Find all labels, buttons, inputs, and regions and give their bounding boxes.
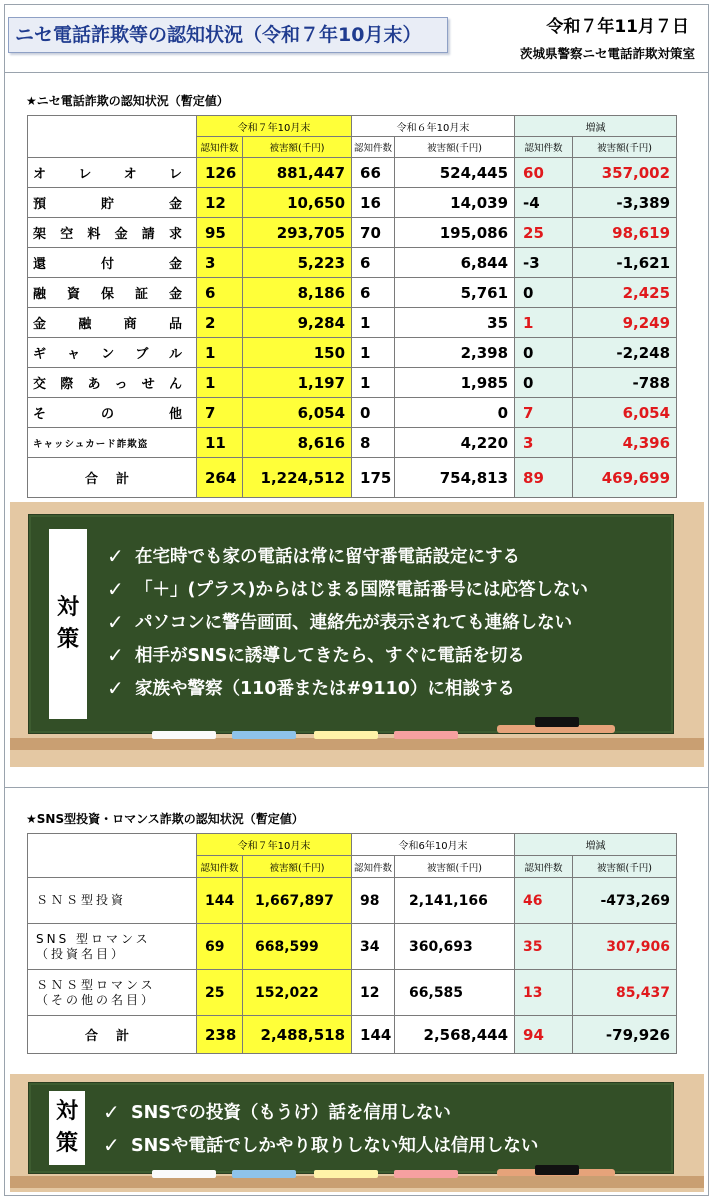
count-change: -4 [515, 188, 573, 218]
table-group-header-row [28, 116, 677, 137]
amount-2025: 10,650 [243, 188, 352, 218]
check-icon: ✓ [107, 642, 124, 667]
check-icon: ✓ [103, 1099, 120, 1124]
count-change: 25 [515, 218, 573, 248]
check-icon: ✓ [107, 543, 124, 568]
amount-2024: 4,220 [395, 428, 515, 458]
row-label: 還付金 [28, 248, 197, 278]
amount-2024: 6,844 [395, 248, 515, 278]
row-label: 融資保証金 [28, 278, 197, 308]
amount-2024: 2,568,444 [395, 1016, 515, 1054]
count-change: 0 [515, 338, 573, 368]
heading-char: 対 [55, 1099, 78, 1125]
count-2024: 1 [352, 338, 395, 368]
count-2025: 25 [197, 970, 243, 1016]
chalk-ledge [10, 738, 704, 750]
count-change: 0 [515, 278, 573, 308]
amount-2025: 152,022 [243, 970, 352, 1016]
section2-table [27, 833, 677, 1054]
amount-2025: 8,616 [243, 428, 352, 458]
white-chalk-icon [152, 1170, 216, 1178]
chalkboard-surface [28, 514, 674, 734]
count-change: 1 [515, 308, 573, 338]
amount-2024: 754,813 [395, 458, 515, 498]
count-2024: 66 [352, 158, 395, 188]
countermeasure-item [107, 539, 588, 572]
row-label: ギャンブル [28, 338, 197, 368]
blue-chalk-icon [232, 1170, 296, 1178]
count-2024: 6 [352, 278, 395, 308]
report-date: 令和７年11月７日 [546, 17, 689, 37]
table-row [28, 878, 677, 924]
amount-2024: 195,086 [395, 218, 515, 248]
count-change: 94 [515, 1016, 573, 1054]
count-2024: 16 [352, 188, 395, 218]
countermeasure-label [49, 529, 87, 719]
countermeasure-list [103, 1095, 538, 1161]
subheader: 認知件数 [352, 856, 395, 878]
amount-change: 85,437 [573, 970, 677, 1016]
amount-2025: 9,284 [243, 308, 352, 338]
blue-chalk-icon [232, 731, 296, 739]
amount-2025: 8,186 [243, 278, 352, 308]
amount-2024: 0 [395, 398, 515, 428]
countermeasure-item [107, 605, 588, 638]
check-icon: ✓ [107, 576, 124, 601]
row-label [28, 878, 197, 924]
count-2024: 0 [352, 398, 395, 428]
check-icon: ✓ [107, 609, 124, 634]
countermeasure-text: 相手がSNSに誘導してきたら、すぐに電話を切る [135, 646, 525, 666]
header-blank [28, 137, 197, 158]
count-2025: 11 [197, 428, 243, 458]
table-row [28, 218, 677, 248]
eraser-handle [535, 1165, 579, 1175]
amount-2024: 1,985 [395, 368, 515, 398]
subheader: 認知件数 [515, 137, 573, 158]
amount-change: 307,906 [573, 924, 677, 970]
amount-change: -3,389 [573, 188, 677, 218]
count-change: 3 [515, 428, 573, 458]
amount-2025: 1,667,897 [243, 878, 352, 924]
amount-2025: 6,054 [243, 398, 352, 428]
row-label-line1: SNS 型ロマンス [36, 931, 151, 946]
blackboard-1 [10, 502, 704, 767]
table-subheader-row [28, 137, 677, 158]
row-label: キャッシュカード詐欺盗 [28, 428, 197, 458]
countermeasure-list [107, 539, 588, 704]
amount-change: -788 [573, 368, 677, 398]
amount-change: 2,425 [573, 278, 677, 308]
table-row [28, 924, 677, 970]
table-group-header-row [28, 834, 677, 856]
amount-change: 357,002 [573, 158, 677, 188]
count-change: 13 [515, 970, 573, 1016]
subheader: 被害額(千円) [395, 137, 515, 158]
amount-2024: 524,445 [395, 158, 515, 188]
subheader: 被害額(千円) [243, 856, 352, 878]
amount-2025: 668,599 [243, 924, 352, 970]
countermeasure-text: SNSでの投資（もうけ）話を信用しない [131, 1103, 451, 1123]
group-header-change: 増減 [515, 834, 677, 856]
amount-2025: 150 [243, 338, 352, 368]
table-row [28, 428, 677, 458]
row-label-line1: ＳＮＳ型ロマンス [36, 977, 156, 992]
table-row [28, 338, 677, 368]
amount-2025: 5,223 [243, 248, 352, 278]
count-2025: 1 [197, 368, 243, 398]
subheader: 被害額(千円) [573, 856, 677, 878]
subheader: 被害額(千円) [573, 137, 677, 158]
row-label: 合計 [28, 458, 197, 498]
eraser-handle [535, 717, 579, 727]
countermeasure-text: 在宅時でも家の電話は常に留守番電話設定にする [135, 547, 520, 567]
amount-2024: 5,761 [395, 278, 515, 308]
count-change: 46 [515, 878, 573, 924]
row-label: 金融商品 [28, 308, 197, 338]
subheader: 認知件数 [197, 856, 243, 878]
row-label-line1: ＳＮＳ型投資 [36, 893, 127, 907]
group-header-current: 令和７年10月末 [197, 116, 352, 137]
count-2024: 1 [352, 368, 395, 398]
count-2025: 1 [197, 338, 243, 368]
table-row [28, 368, 677, 398]
row-label: オレオレ [28, 158, 197, 188]
amount-2025: 1,197 [243, 368, 352, 398]
amount-change: -473,269 [573, 878, 677, 924]
count-change: 35 [515, 924, 573, 970]
count-2025: 7 [197, 398, 243, 428]
header-blank [28, 834, 197, 856]
row-label: 架空料金請求 [28, 218, 197, 248]
count-change: 0 [515, 368, 573, 398]
section1-table [27, 115, 677, 498]
table-row [28, 188, 677, 218]
pink-chalk-icon [394, 731, 458, 739]
countermeasure-item [107, 638, 588, 671]
table-row [28, 398, 677, 428]
amount-change: 4,396 [573, 428, 677, 458]
page-title: ニセ電話詐欺等の認知状況（令和７年10月末） [8, 17, 448, 53]
subheader: 認知件数 [352, 137, 395, 158]
count-2024: 1 [352, 308, 395, 338]
section1-title: ★ニセ電話詐欺の認知状況（暫定値） [26, 94, 229, 108]
countermeasure-text: パソコンに警告画面、連絡先が表示されても連絡しない [135, 613, 573, 633]
table-row [28, 278, 677, 308]
count-2025: 264 [197, 458, 243, 498]
pink-chalk-icon [394, 1170, 458, 1178]
table-subheader-row [28, 856, 677, 878]
amount-change: -2,248 [573, 338, 677, 368]
count-2024: 98 [352, 878, 395, 924]
section2-title: ★SNS型投資・ロマンス詐欺の認知状況（暫定値） [26, 812, 304, 826]
countermeasure-item [107, 671, 588, 704]
yellow-chalk-icon [314, 1170, 378, 1178]
countermeasure-label [49, 1091, 85, 1165]
count-2024: 70 [352, 218, 395, 248]
heading-char: 策 [55, 1131, 78, 1156]
amount-change: -1,621 [573, 248, 677, 278]
heading-char: 策 [56, 627, 79, 652]
row-label: 交際あっせん [28, 368, 197, 398]
row-label-line2: （その他の名目） [36, 992, 157, 1007]
amount-change: 469,699 [573, 458, 677, 498]
count-2025: 144 [197, 878, 243, 924]
row-label [28, 924, 197, 970]
amount-change: 6,054 [573, 398, 677, 428]
check-icon: ✓ [107, 675, 124, 700]
row-label [28, 970, 197, 1016]
countermeasure-item [103, 1128, 538, 1161]
table-row [28, 308, 677, 338]
row-label: その他 [28, 398, 197, 428]
amount-2025: 1,224,512 [243, 458, 352, 498]
count-2025: 126 [197, 158, 243, 188]
count-2024: 175 [352, 458, 395, 498]
table-total-row [28, 458, 677, 498]
countermeasure-item [107, 572, 588, 605]
count-2024: 144 [352, 1016, 395, 1054]
header-divider [4, 72, 709, 73]
row-label-line2: （投資名目） [36, 946, 127, 961]
countermeasure-text: 「＋」(プラス)からはじまる国際電話番号には応答しない [135, 580, 588, 600]
group-header-change: 増減 [515, 116, 677, 137]
table-row [28, 158, 677, 188]
count-2024: 8 [352, 428, 395, 458]
amount-change: 9,249 [573, 308, 677, 338]
amount-change: -79,926 [573, 1016, 677, 1054]
subheader: 認知件数 [515, 856, 573, 878]
white-chalk-icon [152, 731, 216, 739]
count-2025: 6 [197, 278, 243, 308]
subheader: 被害額(千円) [395, 856, 515, 878]
count-2025: 2 [197, 308, 243, 338]
count-2025: 95 [197, 218, 243, 248]
amount-2024: 35 [395, 308, 515, 338]
group-header-current: 令和７年10月末 [197, 834, 352, 856]
amount-change: 98,619 [573, 218, 677, 248]
issuing-office: 茨城県警察ニセ電話詐欺対策室 [519, 46, 695, 61]
header-blank [28, 116, 197, 137]
subheader: 被害額(千円) [243, 137, 352, 158]
count-change: -3 [515, 248, 573, 278]
heading-char: 対 [56, 595, 79, 621]
row-label: 預貯金 [28, 188, 197, 218]
row-label: 合計 [28, 1016, 197, 1054]
amount-2025: 2,488,518 [243, 1016, 352, 1054]
amount-2024: 360,693 [395, 924, 515, 970]
header-blank [28, 856, 197, 878]
count-2025: 3 [197, 248, 243, 278]
count-2024: 6 [352, 248, 395, 278]
amount-2024: 66,585 [395, 970, 515, 1016]
count-2025: 238 [197, 1016, 243, 1054]
count-change: 7 [515, 398, 573, 428]
amount-2024: 2,141,166 [395, 878, 515, 924]
amount-2024: 14,039 [395, 188, 515, 218]
section-divider [4, 787, 709, 788]
count-change: 60 [515, 158, 573, 188]
count-2025: 12 [197, 188, 243, 218]
blackboard-2 [10, 1074, 704, 1192]
table-row [28, 248, 677, 278]
count-2025: 69 [197, 924, 243, 970]
yellow-chalk-icon [314, 731, 378, 739]
amount-2025: 293,705 [243, 218, 352, 248]
check-icon: ✓ [103, 1132, 120, 1157]
countermeasure-text: SNSや電話でしかやり取りしない知人は信用しない [131, 1136, 539, 1156]
count-change: 89 [515, 458, 573, 498]
amount-2024: 2,398 [395, 338, 515, 368]
amount-2025: 881,447 [243, 158, 352, 188]
count-2024: 34 [352, 924, 395, 970]
table-row [28, 970, 677, 1016]
chalkboard-surface [28, 1082, 674, 1174]
group-header-previous: 令和6年10月末 [352, 834, 515, 856]
subheader: 認知件数 [197, 137, 243, 158]
count-2024: 12 [352, 970, 395, 1016]
group-header-previous: 令和６年10月末 [352, 116, 515, 137]
table-total-row [28, 1016, 677, 1054]
countermeasure-item [103, 1095, 538, 1128]
countermeasure-text: 家族や警察（110番または#9110）に相談する [135, 679, 515, 699]
